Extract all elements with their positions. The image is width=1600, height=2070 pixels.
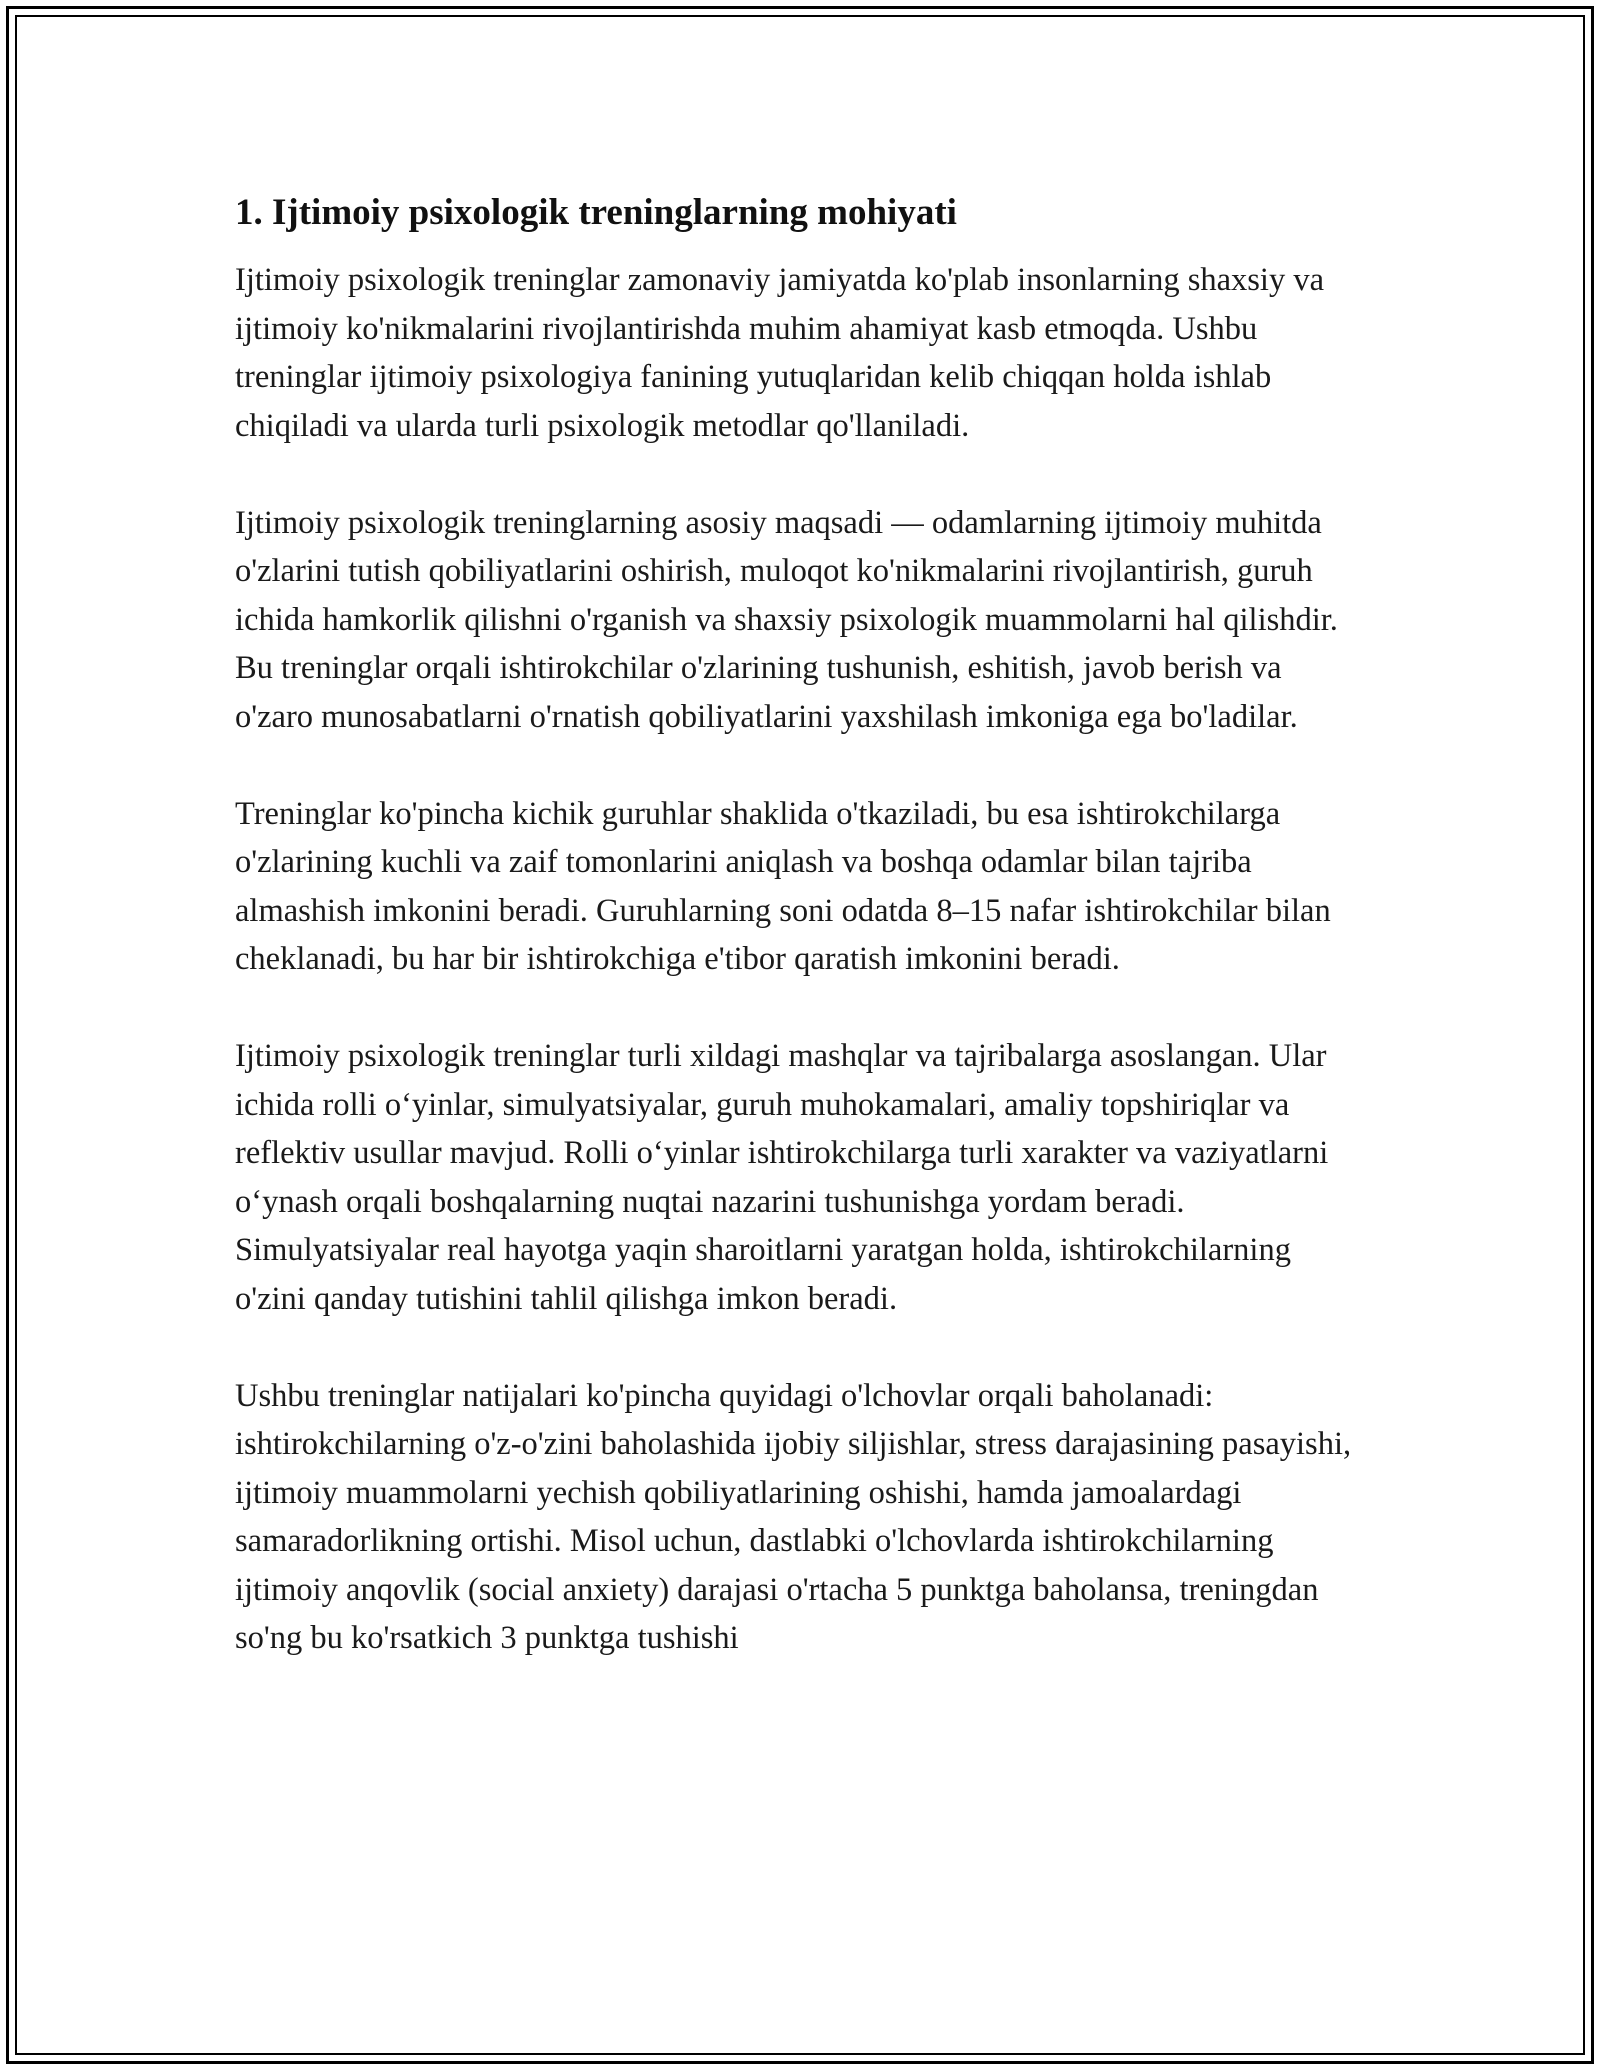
paragraph-4: Ijtimoiy psixologik treninglar turli xildagi mashqlar va tajribalarga asoslangan. Ular ichida rolli o‘yinlar, simulyatsiyalar, guruh muhokamalari, amaliy topshiriqlar va reflektiv usullar mavjud. Rolli o‘yinlar ishtirokchilarga turli xarakter va vaziyatlarni o‘ynash orqali boshqalarning nuqtai nazarini tushunishga yordam beradi. Simulyatsiyalar real hayotga yaqin sharoitlarni yaratgan holda, ishtirokchilarning o'zini qanday tutishini tahlil qilishga imkon beradi. bbox=[235, 1038, 1329, 1317]
document-body bbox=[235, 188, 1365, 1711]
paragraph-1: Ijtimoiy psixologik treninglar zamonaviy jamiyatda ko'plab insonlarning shaxsiy va ijtimoiy ko'nikmalarini rivojlantirishda muhim ahamiyat kasb etmoqda. Ushbu treninglar ijtimoiy psixologiya fanining yutuqlaridan kelib chiqqan holda ishlab chiqiladi va ularda turli psixologik metodlar qo'llaniladi. bbox=[235, 262, 1324, 444]
section-heading: 1. Ijtimoiy psixologik treninglarning mohiyati bbox=[235, 192, 957, 233]
paragraph-2: Ijtimoiy psixologik treninglarning asosiy maqsadi — odamlarning ijtimoiy muhitda o'zlarini tutish qobiliyatlarini oshirish, muloqot ko'nikmalarini rivojlantirish, guruh ichida hamkorlik qilishni o'rganish va shaxsiy psixologik muammolarni hal qilishdir. Bu treninglar orqali ishtirokchilar o'zlarining tushunish, eshitish, javob berish va o'zaro munosabatlarni o'rnatish qobiliyatlarini yaxshilash imkoniga ega bo'ladilar. bbox=[235, 504, 1338, 735]
paragraph-5: Ushbu treninglar natijalari ko'pincha quyidagi o'lchovlar orqali baholanadi: ishtirokchilarning o'z-o'zini baholashida ijobiy siljishlar, stress darajasining pasayishi, ijtimoiy muammolarni yechish qobiliyatlarining oshishi, hamda jamoalardagi samaradorlikning ortishi. Misol uchun, dastlabki o'lchovlarda ishtirokchilarning ijtimoiy anqovlik (social anxiety) darajasi o'rtacha 5 punktga baholansa, treningdan so'ng bu ko'rsatkich 3 punktga tushishi bbox=[235, 1377, 1352, 1656]
paragraph-3: Treninglar ko'pincha kichik guruhlar shaklida o'tkaziladi, bu esa ishtirokchilarga o'zlarining kuchli va zaif tomonlarini aniqlash va boshqa odamlar bilan tajriba almashish imkonini beradi. Guruhlarning soni odatda 8–15 nafar ishtirokchilar bilan cheklanadi, bu har bir ishtirokchiga e'tibor qaratish imkonini beradi. bbox=[235, 795, 1331, 977]
